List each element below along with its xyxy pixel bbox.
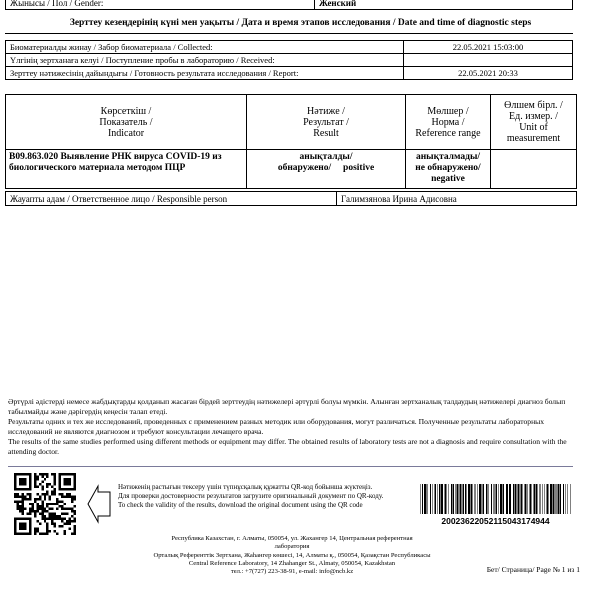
qr-note-kk: Нәтиженің растығын тексеру үшін түпнұсқалық құжатты QR-код бойынша жүктеңіз. [118, 483, 373, 491]
date-value: 22.05.2021 20:33 [404, 67, 573, 80]
result-unit [491, 150, 577, 189]
page-number: Бет/ Страница/ Page № 1 из 1 [486, 565, 580, 574]
date-row-collected [6, 41, 573, 54]
gender-row [5, 0, 573, 10]
header-text: Reference range [415, 127, 481, 139]
responsible-value: Галимзянова Ирина Адисовна [337, 192, 577, 206]
footer-divider [8, 466, 573, 467]
result-line [250, 163, 402, 174]
date-row-received [6, 54, 573, 67]
reference-line: не обнаружено/ [415, 163, 481, 173]
address-line: лаборатория [274, 543, 310, 551]
result-reference [406, 150, 491, 189]
result-row [6, 150, 577, 189]
lab-address [112, 535, 472, 576]
result-ru: обнаружено/ [277, 163, 332, 173]
disclaimer-ru: Результаты одних и тех же исследований, проведенных с применением разных методик или оборудования, могут различаться. Полученные результаты лабораторных исследований не являются диагнозом и требуют консультации лечащего врача. [8, 417, 545, 436]
header-text: Result [313, 127, 339, 139]
gender-label: Жынысы / Пол / Gender: [6, 0, 315, 10]
date-value [404, 54, 573, 67]
address-line: Central Reference Laboratory, 14 Zhahanger St., Almaty, 050054, Kazakhstan [188, 559, 396, 567]
result-indicator: B09.863.020 Выявление РНК вируса COVID-19 из биологического материала методом ПЦР [6, 150, 247, 189]
result-value [247, 150, 406, 189]
date-label: Биоматериалды жинау / Забор биоматериала / Collected: [6, 41, 404, 54]
header-text: measurement [506, 133, 561, 144]
stages-title: Зерттеу кезеңдерінің күні мен уақыты / Дата и время этапов исследования / Date and time of diagnostic steps [69, 18, 532, 28]
qr-note [118, 483, 418, 510]
header-text: Нәтиже / [307, 105, 345, 117]
header-text: Өлшем бірл. / [504, 100, 563, 111]
qr-note-en: To check the validity of the results, download the original document using the QR code [118, 501, 363, 509]
disclaimer [8, 397, 588, 457]
header-text: Мөлшер / [427, 105, 469, 117]
barcode-number: 20023622052115043174944 [441, 516, 550, 526]
header-text: Unit of [519, 122, 548, 133]
address-line: Орталық Референттік Зертхана, Жаһангер көшесі, 14, Алматы қ., 050054, Қазақстан Республикасы [153, 551, 431, 559]
result-en: positive [343, 163, 375, 173]
header-text: Көрсеткіш / [100, 105, 152, 117]
reference-line: анықталмады/ [415, 152, 481, 162]
header-reference [406, 95, 491, 150]
header-text: Результат / [303, 116, 349, 128]
disclaimer-en: The results of the same studies performed using different methods or equipment may differ. The obtained results of laboratory tests are not a diagnosis and require consultation with the attending doctor. [8, 437, 567, 456]
responsible-label: Жауапты адам / Ответственное лицо / Responsible person [6, 192, 337, 206]
header-text: Ед. измер. / [509, 111, 558, 122]
divider [5, 33, 573, 34]
header-text: Показатель / [99, 116, 153, 128]
header-indicator [6, 95, 247, 150]
qr-note-ru: Для проверки достоверности результатов загрузите оригинальный документ по QR-коду. [118, 492, 384, 500]
date-label: Үлгінің зертханаға келуі / Поступление пробы в лабораторию / Received: [6, 54, 404, 67]
arrow-left-icon [86, 484, 112, 524]
gender-value: Женский [315, 0, 573, 10]
results-header-row [6, 95, 577, 150]
header-result [247, 95, 406, 150]
reference-line: negative [431, 174, 465, 184]
date-label: Зерттеу нәтижесінің дайындығы / Готовность результата исследования / Report: [6, 67, 404, 80]
dates-table [5, 40, 573, 80]
header-text: Indicator [107, 127, 145, 139]
barcode [418, 484, 573, 514]
results-table [5, 94, 577, 189]
date-value: 22.05.2021 15:03:00 [404, 41, 573, 54]
disclaimer-kk: Әртүрлі әдістерді немесе жабдықтарды қолданып жасаған бірдей зерттеудің нәтижелері әртүрлі болуы мүмкін. Алынған зертханалық талдаудың нәтижелері диагноз болып табылмайды және дәрігердің кеңесін талап етеді. [8, 397, 566, 416]
address-line: Республика Казахстан, г. Алматы, 050054, ул. Жахангер 14, Центральная референтная [171, 535, 413, 542]
responsible-table [5, 191, 577, 206]
address-line: тел.: +7(727) 223-38-91, e-mail: info@ncb.kz [230, 568, 354, 576]
header-unit [491, 95, 577, 150]
result-line: анықталды/ [299, 152, 353, 162]
header-text: Норма / [431, 116, 465, 128]
date-row-report [6, 67, 573, 80]
qr-code [14, 473, 76, 535]
